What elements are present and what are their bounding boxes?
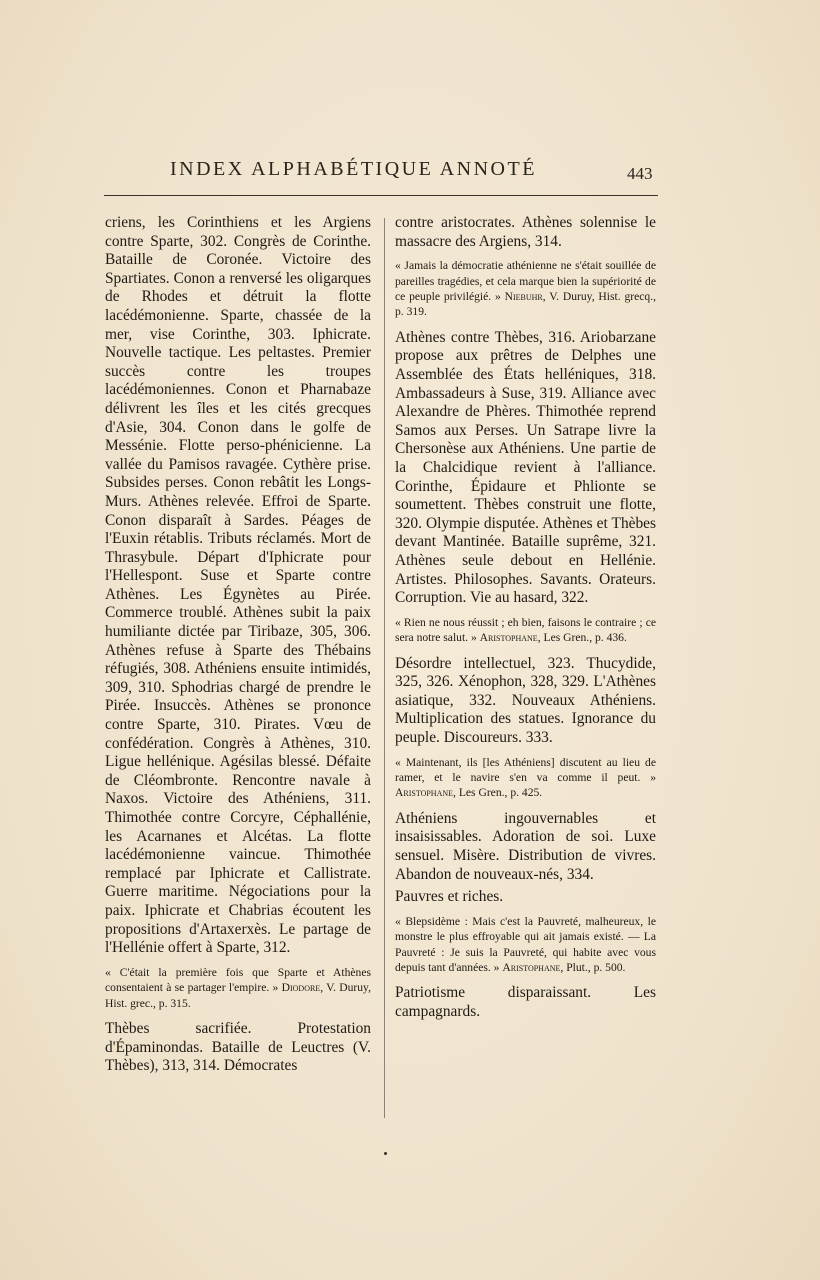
quote-citation: , Plut., p. 500.: [560, 960, 626, 974]
index-paragraph: Athènes contre Thèbes, 316. Ariobarzane propose aux prêtres de Delphes une Assemblée des États helléniques, 318. Ambassadeurs à Suse, 319. Alliance avec Alexandre de Phères. Thimothée reprend Samos aux Perses. Un Satrape livre la Chersonèse aux Athéniens. Une partie de la Chalcidique revient à l'alliance. Corinthe, Épidaure et Phlionte se soumettent. Thèbes construit une flotte, 320. Olympie disputée. Athènes et Thèbes devant Mantinée. Bataille suprême, 321. Athènes seule debout en Hellénie. Artistes. Philosophes. Savants. Orateurs. Corruption. Vie au hasard, 322.: [395, 328, 656, 607]
quote-citation: , Les Gren., p. 425.: [453, 786, 543, 800]
quotation: [395, 914, 656, 976]
page-header: [0, 158, 820, 188]
left-column: [105, 214, 371, 1076]
printer-mark: [384, 1152, 387, 1155]
quote-text: « Jamais la démocratie athénienne ne s'était souillée de pareilles tragédies, et cela marque bien la supériorité de ce peuple privilégié. »: [395, 259, 656, 303]
quote-text: « Blepsidème : Mais c'est la Pauvreté, malheureux, le monstre le plus effroyable qui ait jamais existé. — La Pauvreté : Je suis la Pauvreté, qui habite avec vous depuis tant d'années. »: [395, 914, 656, 974]
column-divider: [384, 218, 385, 1118]
index-paragraph: contre aristocrates. Athènes solennise le massacre des Argiens, 314.: [395, 214, 656, 250]
index-paragraph: Pauvres et riches.: [395, 888, 504, 906]
quote-text: « C'était la première fois que Sparte et Athènes consentaient à se partager l'empire. »: [105, 965, 371, 995]
index-paragraph: Patriotisme disparaissant. Les campagnards.: [395, 984, 656, 1020]
quotation: [395, 615, 656, 646]
quote-citation: , Les Gren., p. 436.: [537, 631, 627, 645]
index-paragraph: Désordre intellectuel, 323. Thucydide, 325, 326. Xénophon, 328, 329. L'Athènes asiatique, 332. Nouveaux Athéniens. Multiplication des statues. Ignorance du peuple. Discoureurs. 333.: [395, 654, 656, 746]
quotation: [395, 755, 656, 801]
quote-author: Aristophane: [502, 960, 561, 974]
quotation: [105, 965, 371, 1011]
index-paragraph: Thèbes sacrifiée. Protestation d'Épaminondas. Bataille de Leuctres (V. Thèbes), 313, 314. Démocrates: [105, 1019, 371, 1075]
quote-author: Aristophane: [479, 631, 538, 645]
quote-author: Aristophane: [395, 786, 454, 800]
quote-author: Niebuhr: [504, 290, 543, 303]
quotation: [395, 258, 656, 320]
right-column: [395, 214, 656, 1022]
index-paragraph: criens, les Corinthiens et les Argiens contre Sparte, 302. Congrès de Corinthe. Bataille de Coronée. Victoire des Spartiates. Conon a renversé les oligarques de Rhodes et détruit la flotte lacédémonienne. Sparte, chassée de la mer, vise Corinthe, 303. Iphicrate. Nouvelle tactique. Les peltastes. Premier succès contre les troupes lacédémoniennes. Conon et Pharnabaze délivrent les îles et les cités grecques d'Asie, 304. Conon dans le golfe de Messénie. Flotte perso-phénicienne. La vallée du Pamisos ravagée. Cythère prise. Subsides perses. Conon rebâtit les Longs-Murs. Athènes relevée. Effroi de Sparte. Conon disparaît à Sardes. Péages de l'Euxin rétablis. Tributs réclamés. Mort de Thrasybule. Départ d'Iphicrate pour l'Hellespont. Suse et Sparte contre Athènes. Les Égynètes au Pirée. Commerce troublé. Athènes subit la paix humiliante dictée par Tiribaze, 305, 306. Athènes refuse à Sparte des Thébains réfugiés, 308. Athéniens ensuite intimidés, 309, 310. Sphodrias chargé de prendre le Pirée. Insuccès. Athènes se prononce contre Sparte, 310. Pirates. Vœu de confédération. Congrès à Athènes, 310. Ligue hellénique. Agésilas blessé. Défaite de Cléombronte. Rencontre navale à Naxos. Victoire des Athéniens, 311. Thimothée contre Corcyre, Céphallénie, les Acarnanes et Alcétas. La flotte lacédémonienne vaincue. Thimothée remplacé par Iphicrate et Callistrate. Guerre maritime. Négociations pour la paix. Iphicrate et Chabrias écoutent les propositions d'Artaxerxès. Le partage de l'Hellénie offert à Sparte, 312.: [105, 214, 371, 957]
quote-text: « Maintenant, ils [les Athéniens] discutent au lieu de ramer, et le navire s'en va comme il peut. »: [395, 755, 656, 784]
running-title: INDEX ALPHABÉTIQUE ANNOTÉ: [170, 158, 537, 180]
quote-text: « Rien ne nous réussit ; eh bien, faisons le contraire ; ce sera notre salut. »: [395, 615, 656, 645]
page-number: 443: [627, 164, 653, 183]
index-paragraph: Athéniens ingouvernables et insaisissables. Adoration de soi. Luxe sensuel. Misère. Distribution de vivres. Abandon de nouveaux-nés, 334.: [395, 809, 656, 883]
quote-author: Diodore: [281, 981, 321, 995]
quote-citation: , V. Duruy, Hist. grec., p. 315.: [105, 981, 371, 1010]
quote-citation: , V. Duruy, Hist. grecq., p. 319.: [395, 290, 656, 319]
header-rule: [104, 195, 658, 196]
